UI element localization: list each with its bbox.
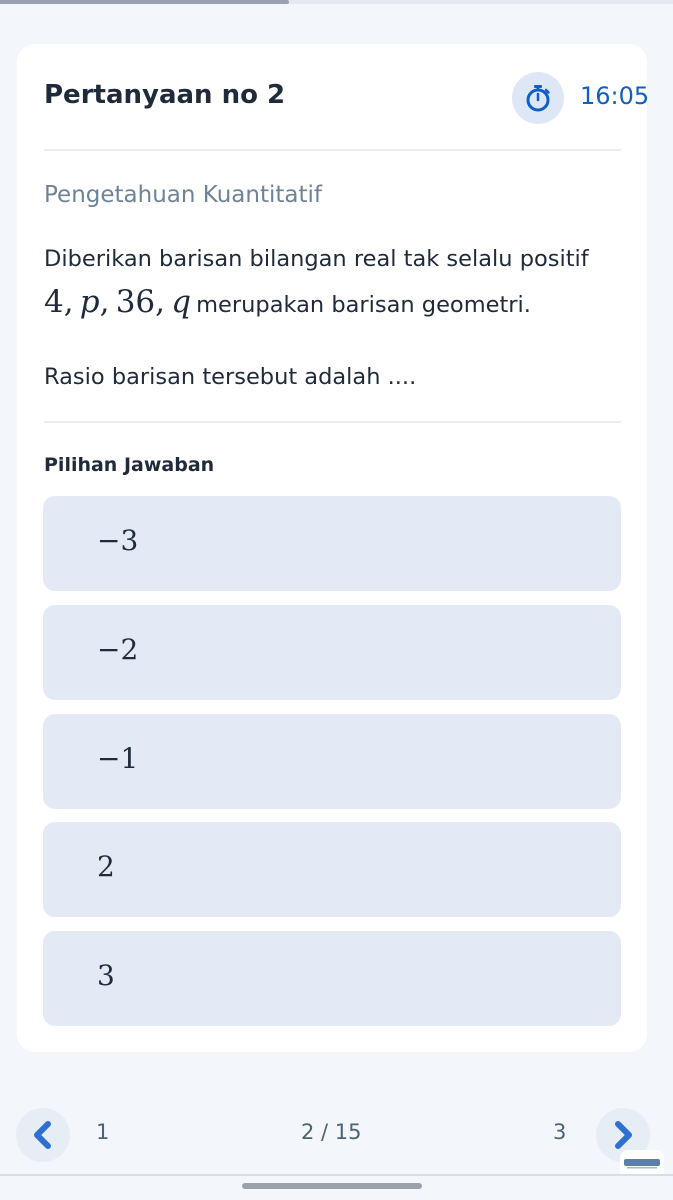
question-title: Pertanyaan no 2 [44, 80, 286, 110]
subject-label: Pengetahuan Kuantitatif [44, 182, 322, 208]
chevron-left-icon [30, 1120, 56, 1150]
pagination-footer [0, 1098, 673, 1168]
question-text-line-3: Rasio barisan tersebut adalah .... [44, 364, 417, 390]
answer-choice-value: −3 [97, 524, 139, 557]
question-divider [44, 421, 621, 423]
answer-choice-4[interactable] [43, 822, 621, 917]
chevron-right-icon [610, 1120, 636, 1150]
prev-question-button[interactable] [16, 1108, 70, 1162]
choices-label: Pilihan Jawaban [44, 454, 215, 476]
bottom-divider [0, 1174, 673, 1176]
math-term: q [171, 284, 192, 320]
answer-choice-5[interactable] [43, 931, 621, 1026]
question-text-line-1: Diberikan barisan bilangan real tak selalu positif [44, 246, 589, 272]
current-page-indicator: 2 / 15 [301, 1120, 362, 1144]
question-text-line-2 [44, 284, 531, 320]
math-term: p [79, 284, 100, 320]
math-term: 4 [44, 284, 64, 320]
timer-text: 16:05 [580, 82, 650, 110]
answer-choice-value: 2 [97, 850, 115, 883]
home-indicator[interactable] [242, 1183, 422, 1189]
question-header [44, 72, 650, 122]
stopwatch-icon [512, 72, 564, 124]
answer-choice-value: −2 [97, 633, 139, 666]
question-text-rest: merupakan barisan geometri. [196, 292, 531, 318]
answer-choice-2[interactable] [43, 605, 621, 700]
next-page-number[interactable]: 3 [553, 1120, 567, 1144]
top-progress-fill [0, 0, 289, 4]
math-term: 36 [115, 284, 156, 320]
question-card [17, 44, 650, 1052]
answer-choice-value: −1 [97, 742, 139, 775]
watermark-logo [620, 1150, 664, 1176]
answer-choice-1[interactable] [43, 496, 621, 591]
answer-choice-value: 3 [97, 959, 115, 992]
header-divider [44, 149, 621, 151]
top-progress-bar [0, 0, 673, 4]
answer-choice-3[interactable] [43, 714, 621, 809]
math-sequence: 4, p, 36, q [44, 284, 192, 320]
prev-page-number[interactable]: 1 [96, 1120, 110, 1144]
